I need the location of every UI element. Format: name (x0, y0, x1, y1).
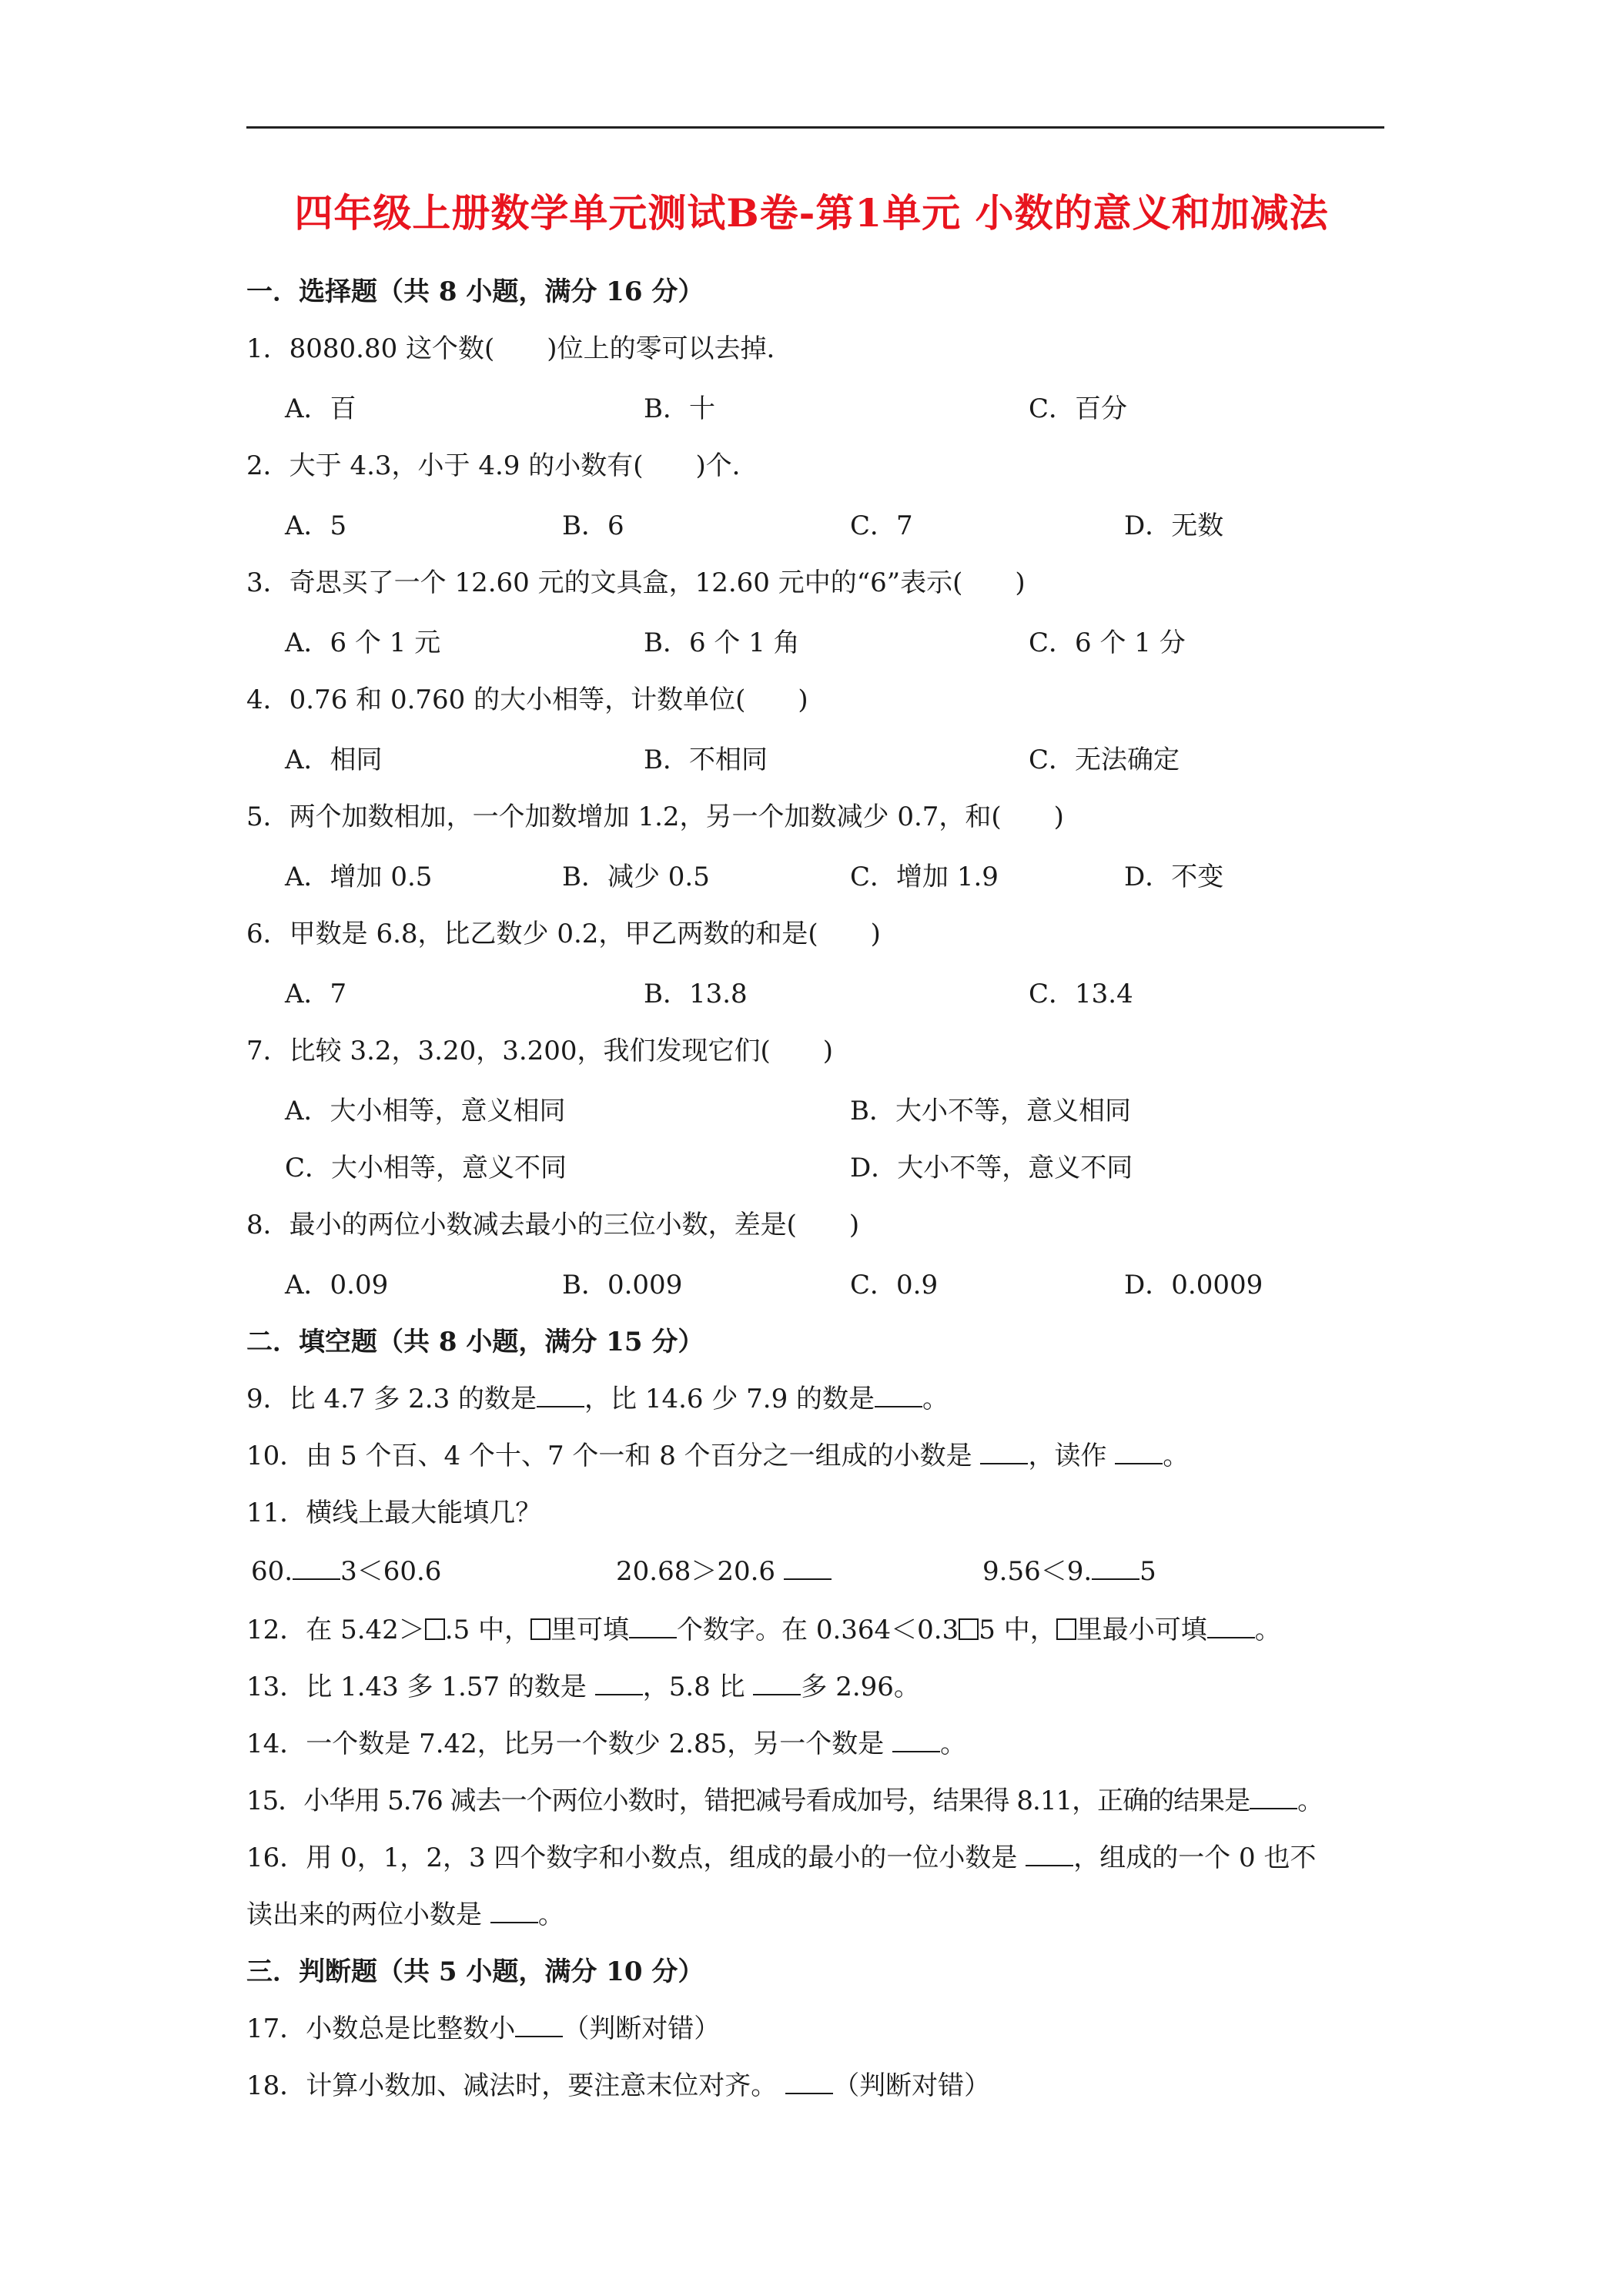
answer-blank[interactable] (629, 1617, 677, 1638)
section-heading-judge: 三．判断题（共 5 小题，满分 10 分） (246, 1956, 704, 1987)
q4-option-a: A．相同 (285, 745, 383, 775)
q3-option-a: A．6 个 1 元 (285, 628, 441, 658)
question-5: 5．两个加数相加，一个加数增加 1.2，另一个加数减少 0.7，和( ) (246, 802, 1064, 832)
answer-blank[interactable] (980, 1443, 1028, 1464)
q2-option-b: B．6 (562, 510, 624, 541)
question-13 (246, 1674, 920, 1700)
answer-blank[interactable] (1207, 1617, 1255, 1638)
q5-option-b: B．减少 0.5 (562, 862, 710, 892)
q11-part-c (982, 1558, 1156, 1585)
q18-text-2: （判断对错） (833, 2070, 991, 2101)
q10-text-2: ，读作 (1028, 1441, 1116, 1471)
answer-blank[interactable] (784, 1558, 832, 1580)
q7-option-c: C．大小相等，意义不同 (285, 1153, 567, 1183)
q8-option-c: C．0.9 (850, 1270, 939, 1300)
answer-blank[interactable] (595, 1674, 643, 1695)
answer-blank[interactable] (1092, 1558, 1139, 1580)
q16-text-2: ，组成的一个 0 也不 (1073, 1842, 1317, 1873)
answer-blank[interactable] (1250, 1788, 1297, 1809)
empty-box-icon (1056, 1618, 1076, 1640)
q11a-text-2: 3＜60.6 (340, 1556, 442, 1587)
q12-text-5: 5 中， (979, 1615, 1056, 1645)
answer-blank[interactable] (490, 1902, 538, 1923)
q2-option-d: D．无数 (1124, 510, 1224, 541)
q6-option-b: B．13.8 (644, 979, 748, 1009)
q2-option-c: C．7 (850, 510, 913, 541)
q12-text-6: 里最小可填 (1076, 1615, 1207, 1645)
answer-blank[interactable] (293, 1558, 340, 1580)
q10-text-1: 10．由 5 个百、4 个十、7 个一和 8 个百分之一组成的小数是 (246, 1441, 981, 1471)
q11c-text-2: 5 (1139, 1556, 1156, 1587)
question-7: 7．比较 3.2，3.20，3.200，我们发现它们( ) (246, 1036, 834, 1066)
q5-option-d: D．不变 (1124, 862, 1224, 892)
q6-option-a: A．7 (285, 979, 347, 1009)
empty-box-icon (530, 1618, 550, 1640)
q7-option-a: A．大小相等，意义相同 (285, 1096, 566, 1126)
q9-text-3: 。 (922, 1384, 949, 1414)
question-2: 2．大于 4.3，小于 4.9 的小数有( )个． (246, 450, 758, 481)
q12-text-3: 里可填 (550, 1615, 630, 1645)
question-3: 3．奇思买了一个 12.60 元的文具盒，12.60 元中的“6”表示( ) (246, 567, 1026, 598)
question-1: 1．8080.80 这个数( )位上的零可以去掉． (246, 333, 793, 364)
q8-option-d: D．0.0009 (1124, 1270, 1263, 1300)
q5-option-a: A．增加 0.5 (285, 862, 433, 892)
empty-box-icon (425, 1618, 445, 1640)
answer-blank[interactable] (892, 1731, 940, 1752)
question-17 (246, 2013, 721, 2044)
question-8: 8．最小的两位小数减去最小的三位小数，差是( ) (246, 1210, 860, 1240)
q17-text-2: （判断对错） (563, 2013, 721, 2044)
question-9 (246, 1386, 949, 1412)
q17-text-1: 17．小数总是比整数小 (246, 2013, 516, 2044)
question-11: 11．横线上最大能填几？ (246, 1498, 542, 1528)
section-heading-fill: 二．填空题（共 8 小题，满分 15 分） (246, 1327, 704, 1357)
q8-option-a: A．0.09 (285, 1270, 389, 1300)
q14-text-2: 。 (940, 1729, 967, 1759)
question-14 (246, 1731, 966, 1757)
q1-option-c: C．百分 (1029, 393, 1128, 424)
q11-part-a (251, 1558, 441, 1585)
answer-blank[interactable] (785, 2073, 833, 2094)
q13-text-3: 多 2.96。 (801, 1672, 920, 1702)
answer-blank[interactable] (1115, 1443, 1163, 1464)
q18-text-1: 18．计算小数加、减法时，要注意末位对齐。 (246, 2070, 786, 2101)
q15-text-1: 15．小华用 5.76 减去一个两位小数时，错把减号看成加号，结果得 8.11，正确的结果是 (246, 1786, 1250, 1816)
q3-option-b: B．6 个 1 角 (644, 628, 800, 658)
q11-part-b (616, 1558, 832, 1585)
q16-text-1: 16．用 0，1，2，3 四个数字和小数点，组成的最小的一位小数是 (246, 1842, 1026, 1873)
q6-option-c: C．13.4 (1029, 979, 1133, 1009)
q16-text-3: 读出来的两位小数是 (246, 1899, 490, 1930)
q4-option-b: B．不相同 (644, 745, 768, 775)
q11b-text-1: 20.68＞20.6 (616, 1556, 776, 1587)
question-18 (246, 2070, 991, 2101)
answer-blank[interactable] (537, 1386, 584, 1407)
q1-option-a: A．百 (285, 393, 356, 424)
header-rule (246, 126, 1384, 129)
question-16-line-2 (246, 1899, 564, 1930)
q13-text-1: 13．比 1.43 多 1.57 的数是 (246, 1672, 595, 1702)
q14-text-1: 14．一个数是 7.42，比另一个数少 2.85，另一个数是 (246, 1729, 893, 1759)
answer-blank[interactable] (515, 2016, 563, 2037)
q7-option-b: B．大小不等，意义相同 (850, 1096, 1131, 1126)
q7-option-d: D．大小不等，意义不同 (850, 1153, 1133, 1183)
q3-option-c: C．6 个 1 分 (1029, 628, 1186, 658)
q10-text-3: 。 (1163, 1441, 1190, 1471)
question-12 (246, 1617, 1281, 1643)
q13-text-2: ，5.8 比 (642, 1672, 754, 1702)
answer-blank[interactable] (1026, 1845, 1073, 1866)
q12-text-1: 12．在 5.42＞ (246, 1615, 425, 1645)
q8-option-b: B．0.009 (562, 1270, 683, 1300)
q16-text-4: 。 (537, 1899, 564, 1930)
q11c-text-1: 9.56＜9. (982, 1556, 1093, 1587)
q2-option-a: A．5 (285, 510, 347, 541)
q11a-text-1: 60. (251, 1556, 293, 1587)
q12-text-7: 。 (1254, 1615, 1281, 1645)
question-16-line-1 (246, 1842, 1317, 1873)
answer-blank[interactable] (753, 1674, 801, 1695)
section-heading-choice: 一．选择题（共 8 小题，满分 16 分） (246, 276, 704, 307)
q4-option-c: C．无法确定 (1029, 745, 1180, 775)
q15-text-2: 。 (1297, 1786, 1323, 1816)
question-15 (246, 1788, 1323, 1814)
q12-text-2: .5 中， (444, 1615, 531, 1645)
q1-option-b: B．十 (644, 393, 715, 424)
q5-option-c: C．增加 1.9 (850, 862, 999, 892)
empty-box-icon (959, 1618, 979, 1640)
q12-text-4: 个数字。在 0.364＜0.3 (677, 1615, 959, 1645)
q9-text-2: ，比 14.6 少 7.9 的数是 (584, 1384, 875, 1414)
question-10 (246, 1443, 1189, 1469)
question-4: 4．0.76 和 0.760 的大小相等，计数单位( ) (246, 684, 808, 715)
page-title: 四年级上册数学单元测试B卷-第1单元 小数的意义和加减法 (294, 190, 1329, 236)
q9-text-1: 9．比 4.7 多 2.3 的数是 (246, 1384, 537, 1414)
answer-blank[interactable] (875, 1386, 922, 1407)
question-6: 6．甲数是 6.8，比乙数少 0.2，甲乙两数的和是( ) (246, 919, 881, 949)
